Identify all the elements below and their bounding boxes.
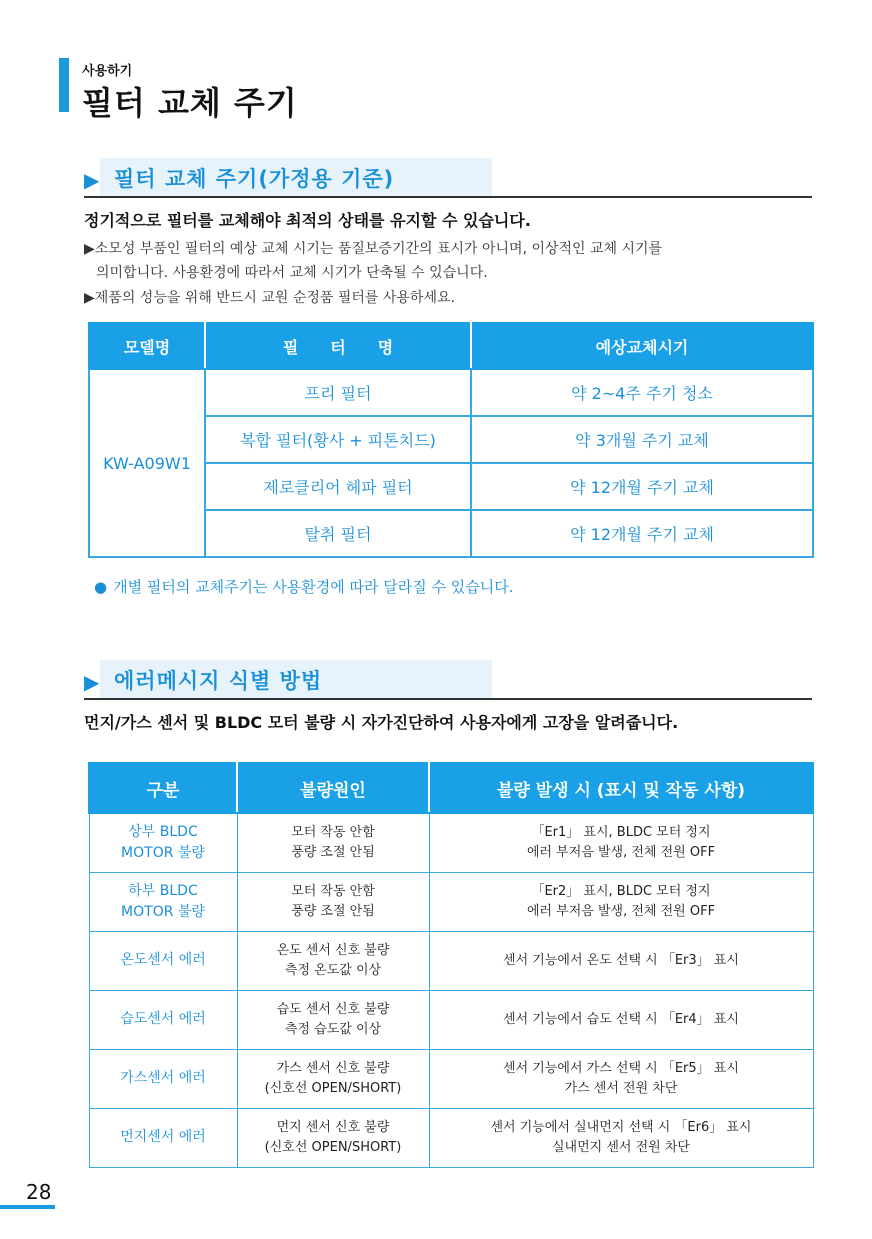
filter-note xyxy=(94,576,514,597)
filter-name: 복합 필터(황사 + 피톤치드) xyxy=(205,416,471,463)
error-action: 센서 기능에서 온도 선택 시 「Er3」 표시 xyxy=(429,931,813,990)
page-number-bar xyxy=(0,1205,55,1209)
filter-name: 프리 필터 xyxy=(205,369,471,416)
table-header-row xyxy=(89,763,813,813)
section2-lead: 먼지/가스 센서 및 BLDC 모터 불량 시 자가진단하여 사용자에게 고장을 알려줍니다. xyxy=(84,713,679,732)
table-row xyxy=(89,369,813,416)
error-cause: 모터 작동 안함 풍량 조절 안됨 xyxy=(237,813,429,872)
section-heading-text: 에러메시지 식별 방법 xyxy=(114,669,323,693)
filter-period: 약 2~4주 주기 청소 xyxy=(471,369,813,416)
filter-name: 제로클리어 헤파 필터 xyxy=(205,463,471,510)
filter-table xyxy=(88,322,814,558)
note-text: 개별 필터의 교체주기는 사용환경에 따라 달라질 수 있습니다. xyxy=(113,578,514,596)
filter-period: 약 12개월 주기 교체 xyxy=(471,510,813,557)
error-category: 온도센서 에러 xyxy=(89,931,237,990)
header-filter: 필 터 명 xyxy=(205,323,471,369)
bullet-dot-icon: ● xyxy=(94,578,108,596)
table-header-row xyxy=(89,323,813,369)
bullet-line: ▶소모성 부품인 필터의 예상 교체 시기는 품질보증기간의 표시가 아니며, 이상적인 교체 시기를 xyxy=(84,241,663,257)
header-model: 모델명 xyxy=(89,323,205,369)
page-title: 필터 교체 주기 xyxy=(82,84,298,122)
triangle-right-icon: ▶ xyxy=(84,670,100,694)
bullet-line: ▶제품의 성능을 위해 반드시 교원 순정품 필터를 사용하세요. xyxy=(84,290,455,306)
error-cause: 모터 작동 안함 풍량 조절 안됨 xyxy=(237,872,429,931)
table-row xyxy=(89,872,813,931)
model-name: KW-A09W1 xyxy=(89,369,205,557)
page-number: 28 xyxy=(26,1180,52,1204)
error-action: 센서 기능에서 습도 선택 시 「Er4」 표시 xyxy=(429,990,813,1049)
error-cause: 먼지 센서 신호 불량 (신호선 OPEN/SHORT) xyxy=(237,1108,429,1167)
triangle-right-icon: ▶ xyxy=(84,168,100,192)
header-accent-bar xyxy=(59,58,69,112)
header-period: 예상교체시기 xyxy=(471,323,813,369)
error-cause: 온도 센서 신호 불량 측정 온도값 이상 xyxy=(237,931,429,990)
error-action: 「Er2」 표시, BLDC 모터 정지 에러 부저음 발생, 전체 전원 OFF xyxy=(429,872,813,931)
header-cause: 불량원인 xyxy=(237,763,429,813)
section1-lead: 정기적으로 필터를 교체해야 최적의 상태를 유지할 수 있습니다. xyxy=(84,211,531,230)
error-cause: 가스 센서 신호 불량 (신호선 OPEN/SHORT) xyxy=(237,1049,429,1108)
filter-period: 약 3개월 주기 교체 xyxy=(471,416,813,463)
error-category: 가스센서 에러 xyxy=(89,1049,237,1108)
section-label: 사용하기 xyxy=(82,64,133,79)
header-action: 불량 발생 시 (표시 및 작동 사항) xyxy=(429,763,813,813)
table-row xyxy=(89,931,813,990)
error-action: 센서 기능에서 실내먼지 선택 시 「Er6」 표시 실내먼지 센서 전원 차단 xyxy=(429,1108,813,1167)
error-category: 하부 BLDC MOTOR 불량 xyxy=(89,872,237,931)
header-category: 구분 xyxy=(89,763,237,813)
error-category: 습도센서 에러 xyxy=(89,990,237,1049)
error-table xyxy=(88,762,814,1168)
table-row xyxy=(89,1049,813,1108)
error-category: 상부 BLDC MOTOR 불량 xyxy=(89,813,237,872)
heading-rule xyxy=(84,698,812,700)
heading-rule xyxy=(84,196,812,198)
error-category: 먼지센서 에러 xyxy=(89,1108,237,1167)
filter-period: 약 12개월 주기 교체 xyxy=(471,463,813,510)
table-row xyxy=(89,990,813,1049)
error-action: 센서 기능에서 가스 선택 시 「Er5」 표시 가스 센서 전원 차단 xyxy=(429,1049,813,1108)
bullet-line: 의미합니다. 사용환경에 따라서 교체 시기가 단축될 수 있습니다. xyxy=(96,265,488,281)
section-heading-text: 필터 교체 주기(가정용 기준) xyxy=(114,167,395,191)
filter-name: 탈취 필터 xyxy=(205,510,471,557)
section-heading-filter xyxy=(84,158,812,198)
section-heading-error xyxy=(84,660,812,700)
error-cause: 습도 센서 신호 불량 측정 습도값 이상 xyxy=(237,990,429,1049)
table-row xyxy=(89,1108,813,1167)
table-row xyxy=(89,813,813,872)
error-action: 「Er1」 표시, BLDC 모터 정지 에러 부저음 발생, 전체 전원 OFF xyxy=(429,813,813,872)
